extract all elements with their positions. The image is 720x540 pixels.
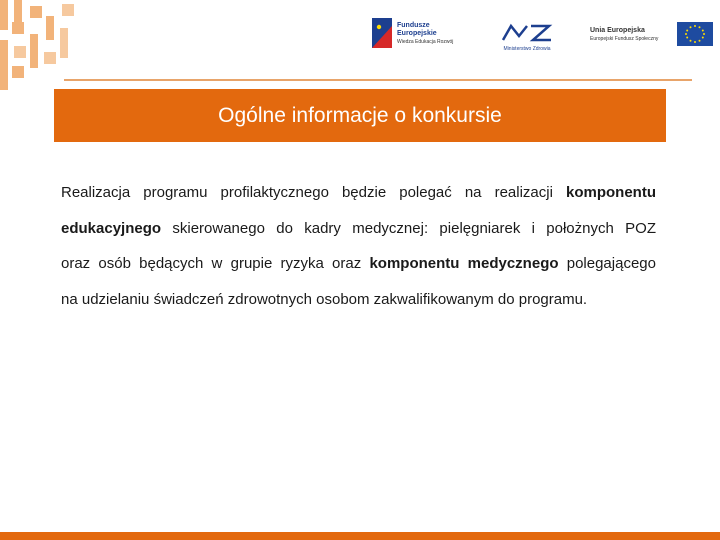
paragraph-line-1 [61,175,656,211]
bold-segment: edukacyjnego [61,219,162,237]
header-divider [64,79,692,81]
unia-line1: Unia Europejska [590,27,645,34]
bold-segment: komponentu [566,184,656,201]
eu-flag-icon [677,22,713,46]
text-segment: polegającego [558,255,656,272]
fundusze-sub: Wiedza Edukacja Rozwój [397,39,454,45]
fundusze-line1: Fundusze [397,22,430,29]
title-banner [54,89,666,142]
text-segment: na udzielaniu świadczeń zdrowotnych osobom zakwalifikowanym do programu. [61,290,588,308]
unia-sub: Europejski Fundusz Społeczny [590,36,659,42]
ministerstwo-zdrowia-logo [499,20,555,54]
paragraph-line-3 [61,246,656,282]
mz-mark-icon [499,20,555,44]
paragraph-line-4 [61,282,656,318]
bold-segment: komponentu medycznego [369,255,559,272]
text-segment: skierowanego do kadry medycznej: pielęgniarek i położnych POZ [161,219,656,237]
text-segment: Realizacja programu profilaktycznego będzie polegać na realizacji [61,184,566,201]
mz-sub: Ministerstwo Zdrowia [503,46,551,52]
fundusze-europejskie-logo [372,18,467,52]
body-paragraph [61,175,656,317]
fundusze-line2: Europejskie [397,30,437,37]
slide-title: Ogólne informacje o konkursie [218,103,502,127]
text-segment: oraz osób będących w grupie ryzyka oraz [61,255,370,272]
logo-strip [368,14,713,54]
footer-bar [0,532,720,540]
paragraph-line-2 [61,211,656,247]
unia-europejska-logo [588,22,713,52]
fundusze-flag-icon [372,18,392,48]
